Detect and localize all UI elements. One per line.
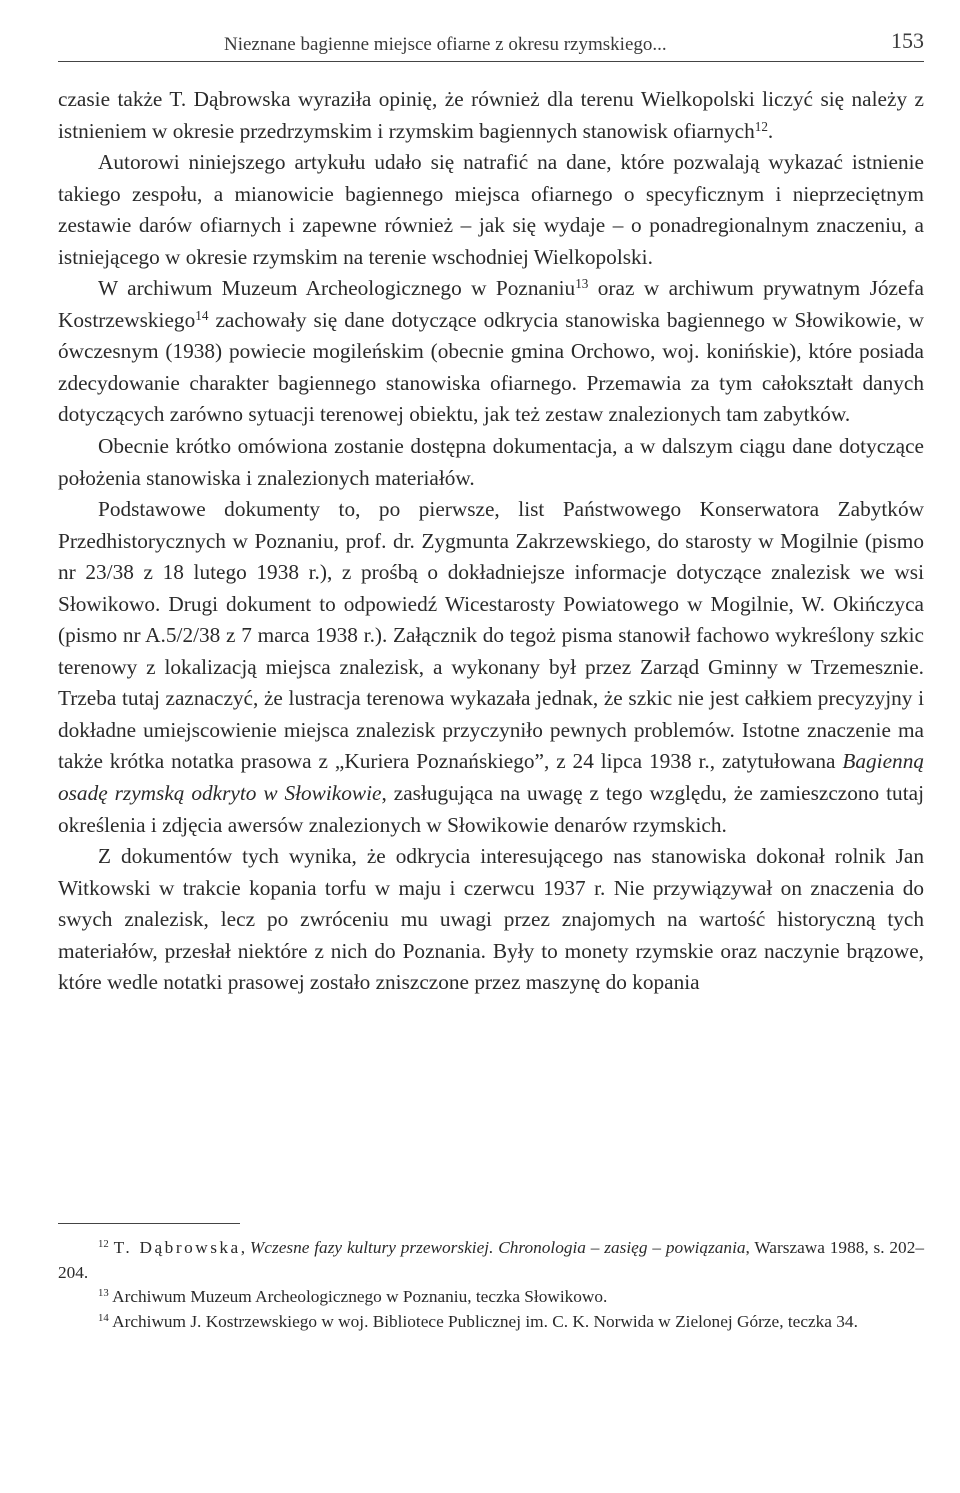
footnote-number: 12: [98, 1238, 109, 1251]
header-rule: [58, 61, 924, 62]
footnotes: [58, 1236, 924, 1334]
paragraph: Z dokumentów tych wynika, że odkrycia interesującego nas stanowiska dokonał rolnik Jan Witkowski w trakcie kopania torfu w maju i czerwcu 1937 r. Nie przywiązywał on znaczenia do swych znalezisk, lecz po zwróceniu mu uwagi przez znajomych na wartość historyczną tych materiałów, przesłał niektóre z nich do Poznania. Były to monety rzymskie oraz naczynie brązowe, które wedle notatki prasowej zostało zniszczone przez maszynę do kopania: [58, 844, 924, 995]
footnote-title-italic: Wczesne fazy kultury przeworskiej. Chronologia – zasięg – powiązania: [249, 1238, 746, 1257]
footnote: [58, 1310, 924, 1335]
paragraph-text: Podstawowe dokumenty to, po pierwsze, list Państwowego Konserwatora Zabytków Przedhistorycznych w Poznaniu, prof. dr. Zygmunta Zakrzewskiego, do starosty w Mogilnie (pismo nr 23/38 z 18 lutego 1938 r.), z prośbą o dokładniejsze informacje dotyczące znalezisk we wsi Słowikowo. Drugi dokument to odpowiedź Wicestarosty Powiatowego w Mogilnie, W. Okińczyca (pismo nr A.5/2/38 z 7 marca 1938 r.). Załącznik do tegoż pisma stanowił fachowo wykreślony szkic terenowy z lokalizacją miejsca znalezisk, a wykonany był przez Zarząd Gminny w Trzemesznie. Trzeba tutaj zaznaczyć, że lustracja terenowa wykazała jednak, że szkic nie jest całkiem precyzyjny i dokładne umiejscowienie miejsca znalezisk przyczyniło pewnych problemów. Istotne znaczenie ma także krótka notatka prasowa z „Kuriera Poznańskiego”, z 24 lipca 1938 r., zatytułowana: [58, 497, 924, 774]
paragraph-text: , zasługująca na uwagę z tego względu, że zamieszczono tutaj określenia i zdjęcia awersów znalezionych w Słowikowie denarów rzymskich.: [58, 781, 924, 837]
paragraph: Obecnie krótko omówiona zostanie dostępna dokumentacja, a w dalszym ciągu dane dotyczące położenia stanowiska i znalezionych materiałów.: [58, 434, 924, 490]
paragraph-text: .: [767, 118, 774, 143]
paragraph-continued: [58, 84, 924, 147]
footnote: [58, 1236, 924, 1285]
footnote-rule: [58, 1223, 240, 1224]
footnote-text: Archiwum Muzeum Archeologicznego w Poznaniu, teczka Słowikowo.: [112, 1287, 608, 1307]
paragraph-text: czasie także T. Dąbrowska wyraziła opinię, że również dla terenu Wielkopolski liczyć się należy z istnieniem w okresie przedrzymskim i rzymskim bagiennych stanowisk ofiarnych: [58, 87, 924, 143]
footnote-text: ,: [240, 1238, 250, 1257]
running-title: Nieznane bagienne miejsce ofiarne z okresu rzymskiego...: [224, 34, 667, 55]
body-text: [58, 84, 924, 999]
page-header: [224, 28, 924, 58]
paragraph: Autorowi niniejszego artykułu udało się natrafić na dane, które pozwalają wykazać istnienie takiego zespołu, a mianowicie bagiennego miejsca ofiarnego o specyficznym i nieprzeciętnym zestawie darów ofiarnych i zapewne również – jak się wydaje – o ponadregionalnym znaczeniu, a istniejącego w okresie rzymskim na terenie wschodniej Wielkopolski.: [58, 150, 924, 269]
paragraph: [58, 494, 924, 841]
footnote: [58, 1285, 924, 1310]
footnote-text: Archiwum J. Kostrzewskiego w woj. Bibliotece Publicznej im. C. K. Norwida w Zielonej Górze, teczka 34.: [112, 1311, 858, 1331]
paragraph: [58, 273, 924, 431]
footnote-ref: 13: [575, 276, 589, 292]
article-title-italic: Bagienną osadę rzymską odkryto w Słowikowie: [58, 749, 924, 806]
page-number: 153: [891, 28, 924, 53]
paragraph-text: W archiwum Muzeum Archeologicznego w Poznaniu: [98, 276, 576, 301]
footnote-text: , Warszawa 1988, s. 202–204.: [58, 1238, 924, 1282]
footnote-number: 13: [98, 1287, 109, 1300]
footnote-author: T. Dąbrowska: [113, 1238, 241, 1257]
footnote-ref: 14: [195, 307, 209, 323]
paragraph-text: oraz w archiwum prywatnym Józefa Kostrzewskiego: [58, 276, 924, 332]
footnote-ref: 12: [754, 118, 768, 134]
paragraph-text: zachowały się dane dotyczące odkrycia stanowiska bagiennego w Słowikowie, w ówczesnym (1938) powiecie mogileńskim (obecnie gmina Orchowo, woj. konińskie), które posiada zdecydowanie charakter bagiennego stanowiska ofiarnego. Przemawia za tym całokształt danych dotyczących zarówno sytuacji terenowej obiektu, jak też zestaw znalezionych tam zabytków.: [58, 307, 924, 427]
footnote-number: 14: [98, 1311, 109, 1324]
